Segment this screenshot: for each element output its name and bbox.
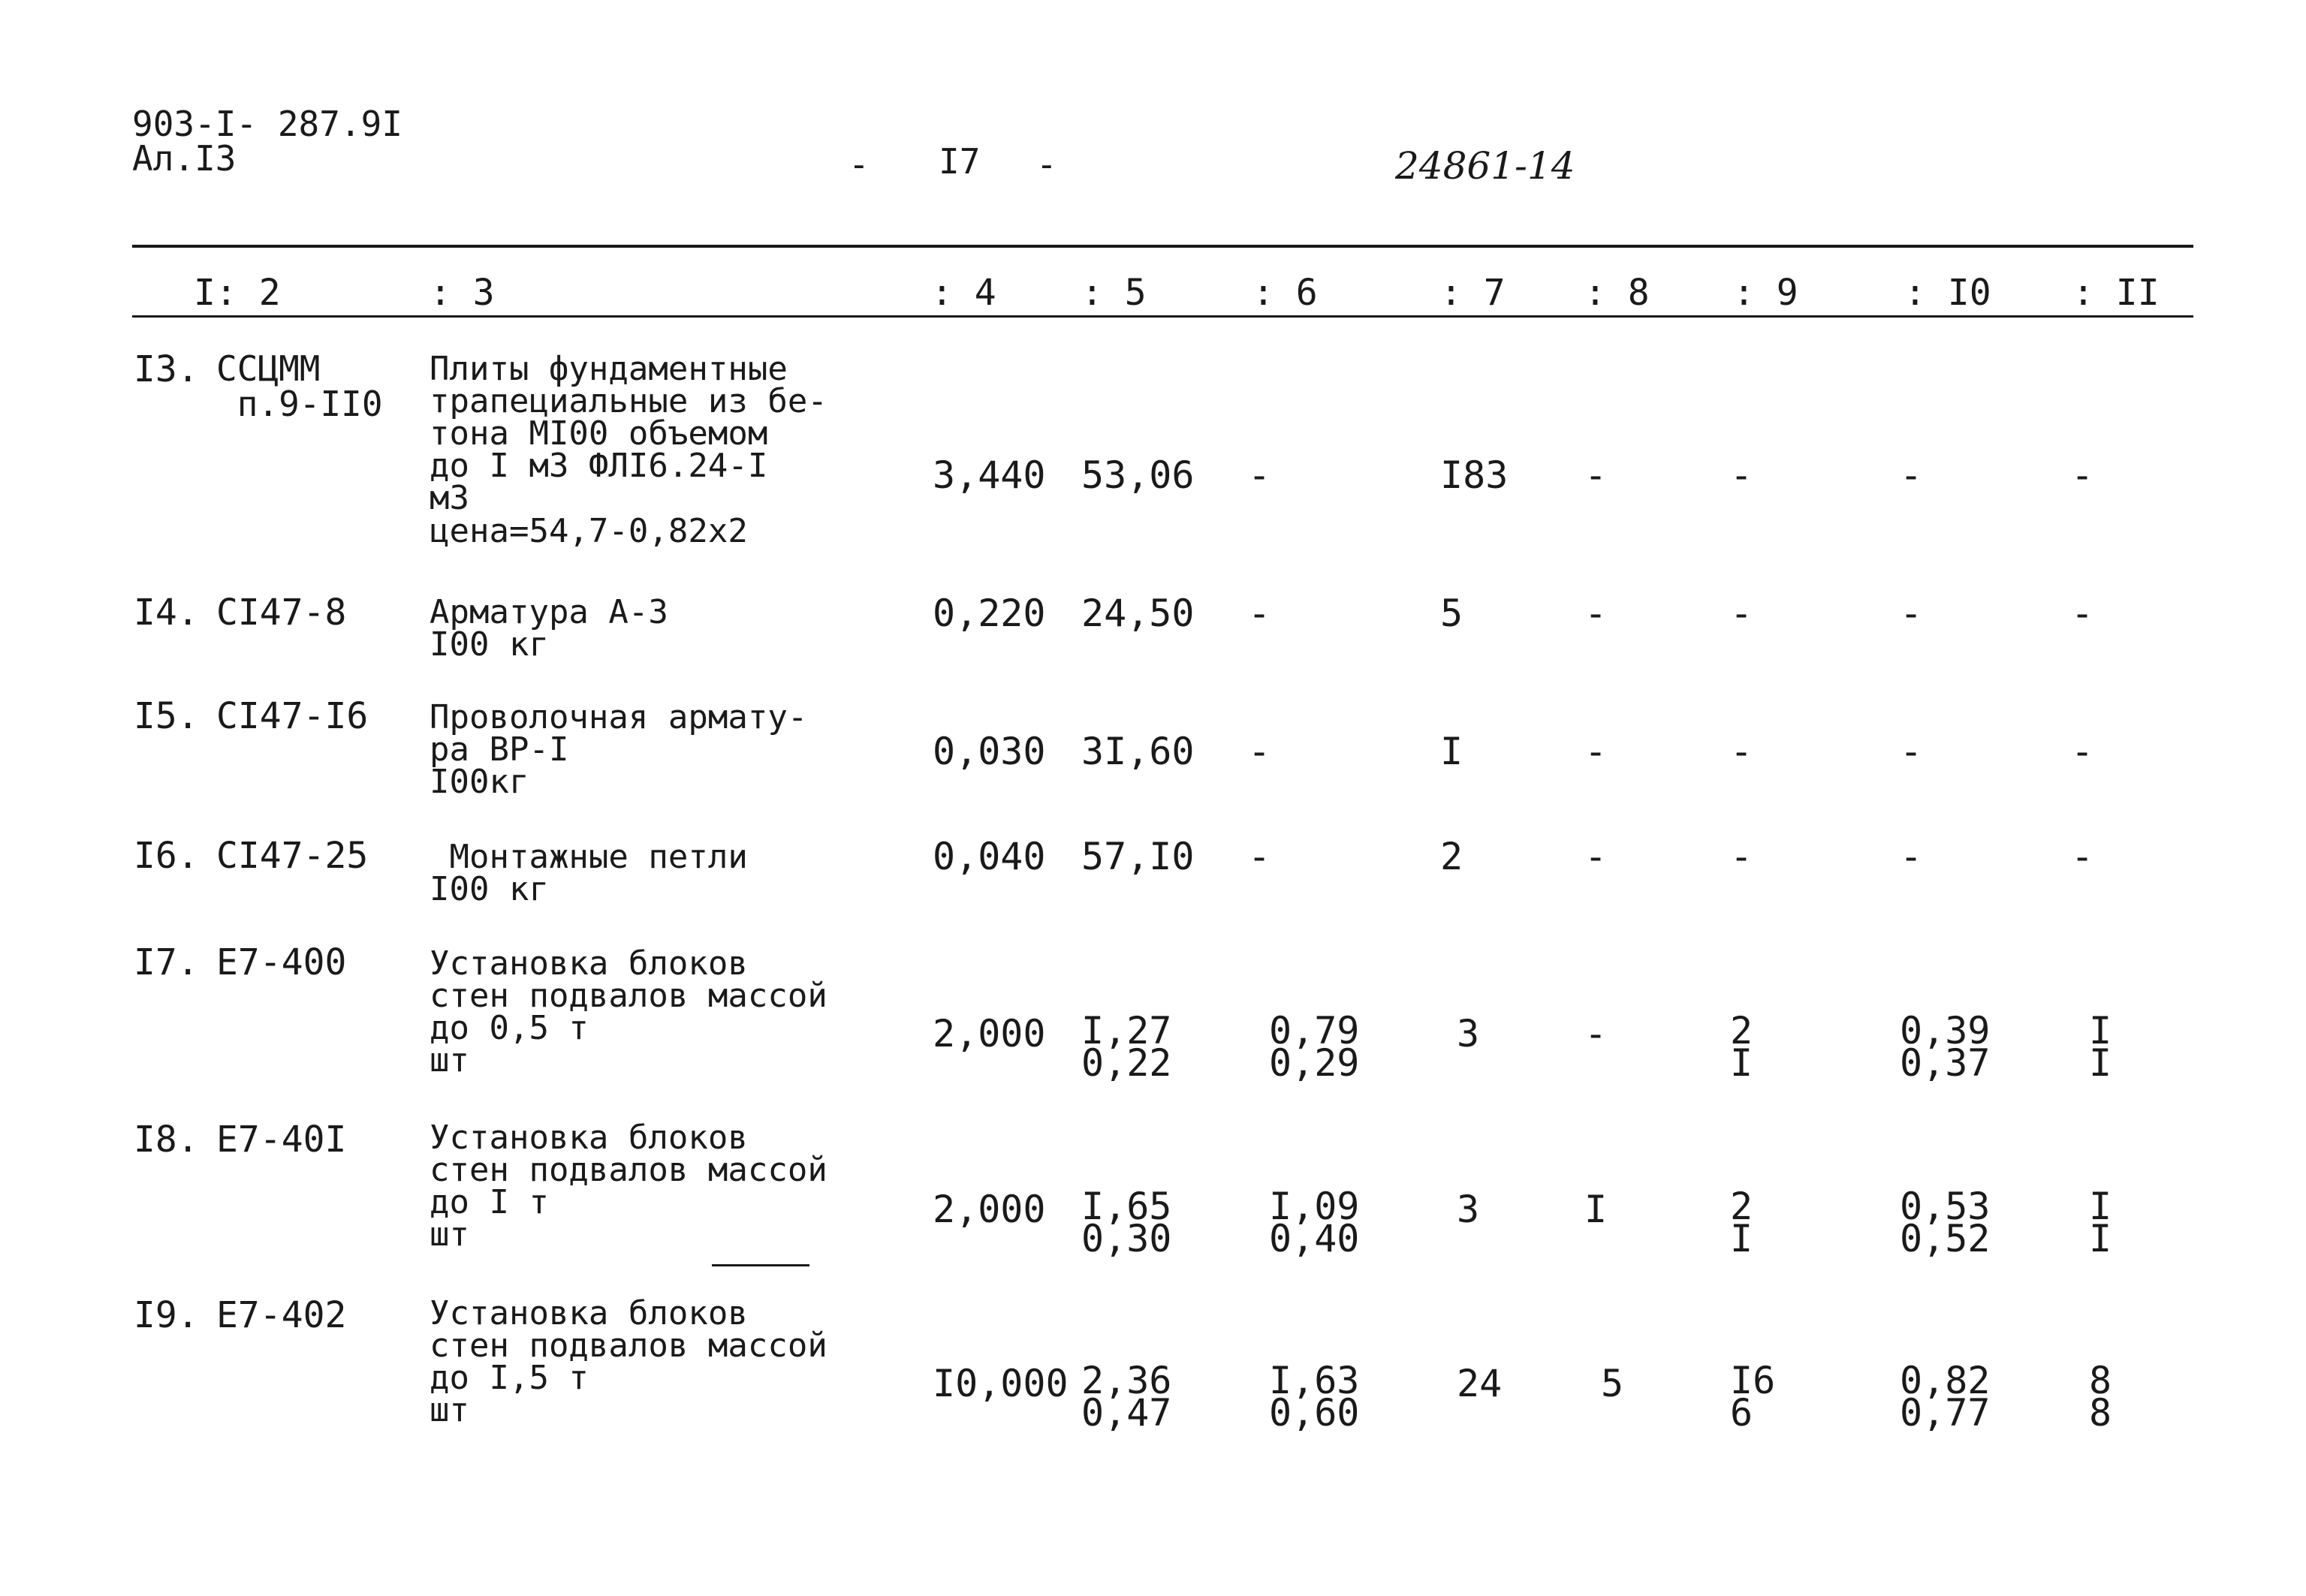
row-col4: 0,030: [933, 730, 1046, 773]
row-code: ССЦММ п.9-II0: [216, 348, 383, 424]
row-col6: 0,79 0,29: [1269, 1009, 1360, 1085]
row-col8: -: [1584, 1012, 1608, 1055]
top-rule: [132, 245, 2193, 248]
row-col5: I,65 0,30: [1081, 1185, 1172, 1260]
page-dash-left: -: [849, 144, 870, 185]
row-col9: -: [1730, 730, 1753, 773]
row-description: Установка блоков стен подвалов массой до I т шт: [430, 1119, 827, 1254]
row-col5: 24,50: [1081, 592, 1195, 635]
row-description: Плиты фундаментные трапециальные из бе- тона МI00 объемом до I м3 ФЛI6.24-I м3 цена=54,7-0,82х2: [430, 350, 827, 550]
row-number: I7.: [134, 941, 199, 983]
row-col11: -: [2071, 592, 2094, 635]
row-col4: I0,000: [933, 1362, 1069, 1405]
column-header-10: : I0: [1904, 272, 1991, 314]
column-header-7: : 7: [1440, 272, 1506, 314]
row-code: Е7-402: [216, 1294, 347, 1336]
document-code: 903-I- 287.9I: [132, 104, 403, 144]
row-col9: 2 I: [1730, 1009, 1753, 1085]
row-col8: 5: [1601, 1362, 1624, 1405]
row-col4: 0,220: [933, 592, 1046, 635]
row-col7: 2: [1440, 835, 1463, 878]
row-col6: -: [1248, 592, 1271, 635]
row-col6: I,09 0,40: [1269, 1185, 1360, 1260]
row-col5: 2,36 0,47: [1081, 1359, 1172, 1435]
row-number: I5.: [134, 695, 199, 737]
row-col9: I6 6: [1730, 1359, 1776, 1435]
stamp-number: 24861-14: [1395, 144, 1575, 188]
row-number: I9.: [134, 1294, 199, 1336]
row-col11: -: [2071, 730, 2094, 773]
row-code: Е7-400: [216, 941, 347, 983]
row-col9: -: [1730, 592, 1753, 635]
page-dash-right: -: [1036, 144, 1057, 185]
row-description: Арматура А-3 I00 кг: [430, 593, 668, 664]
row-col6: -: [1248, 730, 1271, 773]
row-col5: 3I,60: [1081, 730, 1195, 773]
row-col9: -: [1730, 453, 1753, 497]
row-col4: 3,440: [933, 453, 1046, 497]
row-col7: I83: [1440, 453, 1509, 497]
row-col6: -: [1248, 453, 1271, 497]
row-col5: I,27 0,22: [1081, 1009, 1172, 1085]
row-col10: 0,82 0,77: [1900, 1359, 1991, 1435]
row-col7: 3: [1457, 1188, 1480, 1231]
row-description: Установка блоков стен подвалов массой до I,5 т шт: [430, 1294, 827, 1430]
scribble-mark: [712, 1264, 809, 1266]
row-code: CI47-25: [216, 835, 369, 877]
row-number: I6.: [134, 835, 199, 877]
row-number: I4.: [134, 592, 199, 634]
row-number: I3.: [134, 348, 199, 390]
column-header-9: : 9: [1733, 272, 1798, 314]
row-col11: -: [2071, 453, 2094, 497]
row-code: CI47-I6: [216, 695, 369, 737]
row-col4: 0,040: [933, 835, 1046, 878]
row-number: I8.: [134, 1119, 199, 1161]
column-header-3: : 3: [430, 272, 495, 314]
row-col10: -: [1900, 453, 1923, 497]
row-col5: 53,06: [1081, 453, 1195, 497]
row-col8: -: [1584, 453, 1608, 497]
column-header-8: : 8: [1584, 272, 1650, 314]
row-col11: -: [2071, 835, 2094, 878]
row-col11: I I: [2089, 1185, 2112, 1260]
row-col8: I: [1584, 1188, 1608, 1231]
row-col8: -: [1584, 835, 1608, 878]
row-col7: 24: [1457, 1362, 1503, 1405]
row-col7: I: [1440, 730, 1463, 773]
row-col10: -: [1900, 730, 1923, 773]
row-col4: 2,000: [933, 1188, 1046, 1231]
column-header-6: : 6: [1252, 272, 1318, 314]
column-header-4: : 4: [931, 272, 996, 314]
column-header-11: : II: [2072, 272, 2160, 314]
row-col10: -: [1900, 835, 1923, 878]
column-header-5: : 5: [1081, 272, 1147, 314]
row-col10: -: [1900, 592, 1923, 635]
row-col6: -: [1248, 835, 1271, 878]
page-number: I7: [939, 141, 981, 182]
sheet-label: Ал.I3: [132, 138, 237, 179]
row-col7: 5: [1440, 592, 1463, 635]
row-description: Монтажные петли I00 кг: [430, 838, 748, 909]
row-code: CI47-8: [216, 592, 347, 634]
header-rule: [132, 315, 2193, 318]
row-col5: 57,I0: [1081, 835, 1195, 878]
row-col10: 0,53 0,52: [1900, 1185, 1991, 1260]
row-col11: 8 8: [2089, 1359, 2112, 1435]
row-col4: 2,000: [933, 1012, 1046, 1055]
row-col9: -: [1730, 835, 1753, 878]
row-col11: I I: [2089, 1009, 2112, 1085]
row-col7: 3: [1457, 1012, 1480, 1055]
row-description: Установка блоков стен подвалов массой до 0,5 т шт: [430, 944, 827, 1080]
row-col9: 2 I: [1730, 1185, 1753, 1260]
row-col10: 0,39 0,37: [1900, 1009, 1991, 1085]
row-col8: -: [1584, 592, 1608, 635]
row-col8: -: [1584, 730, 1608, 773]
row-code: Е7-40I: [216, 1119, 347, 1161]
column-header-1-2: I: 2: [194, 272, 281, 314]
row-description: Проволочная армату- ра ВР-I I00кг: [430, 698, 808, 802]
row-col6: I,63 0,60: [1269, 1359, 1360, 1435]
